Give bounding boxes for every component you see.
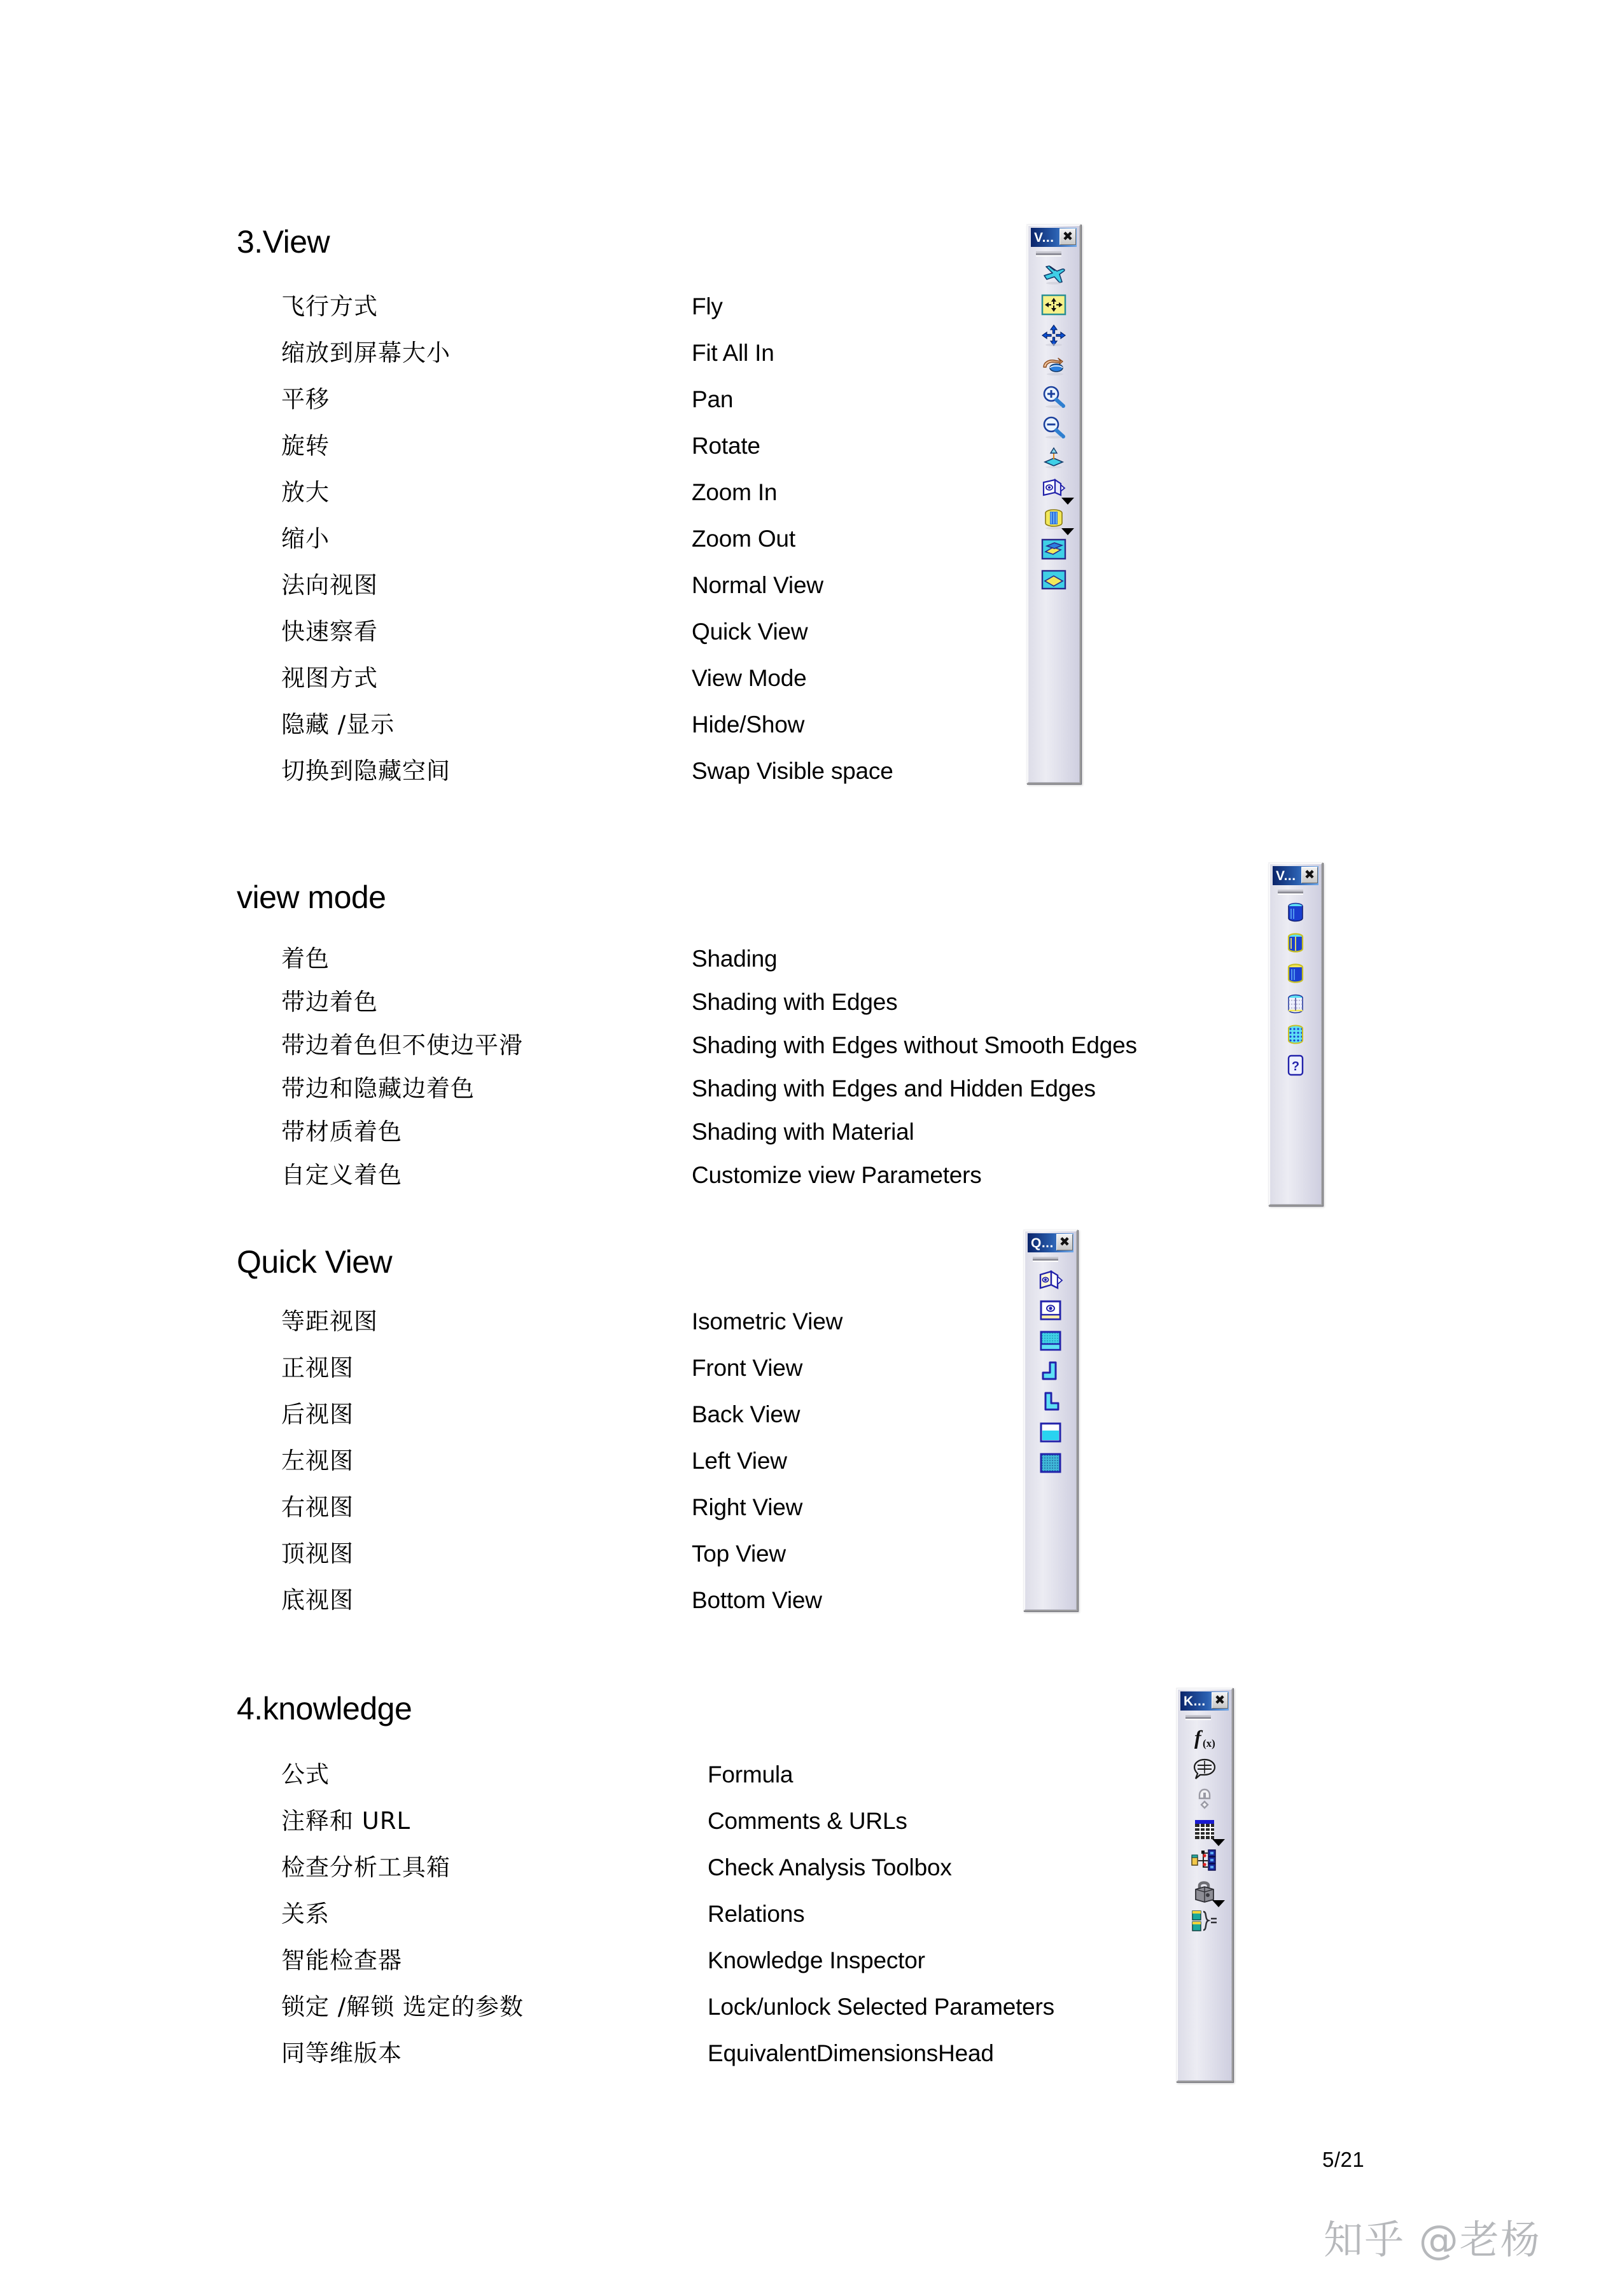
term-chinese: 公式 [281,1761,330,1788]
term-english: Shading with Edges [692,989,898,1015]
close-icon[interactable]: ✖ [1212,1692,1228,1709]
term-chinese: 缩放到屏幕大小 [281,339,451,367]
quick-view-icon[interactable] [1040,474,1068,502]
section-heading-quick-view: Quick View [237,1244,393,1280]
shading-with-hidden-edges-icon[interactable] [1282,990,1310,1018]
isometric-view-icon[interactable] [1037,1266,1065,1294]
toolbar-title: K... [1184,1693,1206,1709]
toolbar-title: V... [1276,868,1296,883]
term-chinese: 关系 [281,1900,330,1928]
term-chinese: 平移 [281,386,330,413]
toolbar-titlebar[interactable] [1180,1691,1229,1711]
term-english: Fit All In [692,340,774,366]
term-english: Zoom Out [692,526,795,552]
term-english: Comments & URLs [708,1808,907,1834]
shading-with-material-icon[interactable] [1282,1021,1310,1049]
term-chinese: 法向视图 [281,571,378,599]
toolbar-titlebar[interactable] [1273,866,1318,885]
term-chinese: 带边着色但不使边平滑 [281,1032,523,1059]
lock-unlock-parameters-icon[interactable] [1191,1877,1219,1905]
term-chinese: 智能检查器 [281,1947,402,1974]
left-view-icon[interactable] [1037,1357,1065,1385]
customize-view-parameters-icon[interactable] [1282,1051,1310,1079]
check-analysis-toolbox-icon[interactable] [1191,1785,1219,1813]
right-view-icon[interactable] [1037,1388,1065,1416]
swap-visible-space-icon[interactable] [1040,566,1068,594]
chevron-down-icon[interactable] [1212,1839,1225,1846]
term-chinese: 带材质着色 [281,1118,402,1145]
term-english: Back View [692,1401,801,1427]
term-english: Shading [692,946,778,972]
term-chinese: 隐藏 /显示 [281,711,395,738]
pan-icon[interactable] [1040,321,1068,349]
term-english: Shading with Edges and Hidden Edges [692,1075,1096,1102]
term-english: Swap Visible space [692,758,893,784]
term-english: Normal View [692,572,823,598]
toolbar-grip[interactable] [1033,1257,1058,1262]
knowledge-inspector-icon[interactable] [1191,1846,1219,1874]
term-chinese: 带边着色 [281,988,378,1016]
chevron-down-icon[interactable] [1061,528,1074,535]
back-view-icon[interactable] [1037,1327,1065,1355]
svg-text:?: ? [1291,1060,1300,1074]
term-chinese: 放大 [281,479,330,506]
bottom-view-icon[interactable] [1037,1449,1065,1477]
toolbar-titlebar[interactable] [1031,228,1077,247]
toolbar-grip[interactable] [1185,1715,1211,1720]
term-english: Lock/unlock Selected Parameters [708,1994,1054,2020]
term-chinese: 后视图 [281,1401,354,1428]
formula-icon[interactable] [1191,1724,1219,1752]
toolbar-titlebar[interactable] [1028,1233,1073,1252]
shading-with-edges-no-smooth-icon[interactable] [1282,960,1310,988]
relations-icon[interactable] [1191,1816,1219,1844]
zoom-out-icon[interactable] [1040,413,1068,441]
term-english: Right View [692,1494,803,1520]
term-chinese: 快速察看 [281,618,378,645]
term-chinese: 切换到隐藏空间 [281,757,451,785]
term-chinese: 锁定 /解锁 选定的参数 [281,1993,524,2020]
term-chinese: 左视图 [281,1447,354,1474]
term-chinese: 注释和 URL [281,1807,411,1835]
toolbar-grip[interactable] [1278,890,1303,895]
term-english: Relations [708,1901,805,1927]
watermark: 知乎 @老杨 [1324,2216,1541,2263]
zoom-in-icon[interactable] [1040,382,1068,410]
section-heading-view: 3.View [237,224,330,260]
equivalent-dimensions-icon[interactable] [1191,1907,1219,1935]
term-english: Front View [692,1355,803,1381]
term-english: Pan [692,386,734,412]
toolbar-grip[interactable] [1036,251,1061,256]
term-english: View Mode [692,665,807,691]
term-english: Rotate [692,433,760,459]
hide-show-icon[interactable] [1040,535,1068,563]
page-number: 5/21 [1322,2148,1365,2171]
view-mode-toolbar[interactable] [1268,862,1323,1206]
toolbar-title: Q... [1031,1235,1054,1250]
term-english: Customize view Parameters [692,1162,982,1188]
term-english: Fly [692,293,723,319]
rotate-icon[interactable] [1040,352,1068,380]
term-english: Zoom In [692,479,778,505]
view-toolbar[interactable] [1026,224,1081,784]
shading-with-edges-icon[interactable] [1282,929,1310,957]
term-chinese: 自定义着色 [281,1161,402,1189]
svg-text:f: f [1194,1726,1201,1749]
term-chinese: 带边和隐藏边着色 [281,1075,475,1102]
close-icon[interactable]: ✖ [1056,1234,1073,1250]
front-view-icon[interactable] [1037,1296,1065,1324]
term-chinese: 顶视图 [281,1540,354,1567]
fit-all-in-icon[interactable] [1040,291,1068,319]
toolbar-title: V... [1034,230,1054,245]
comments-urls-icon[interactable] [1191,1754,1219,1782]
term-chinese: 着色 [281,945,330,972]
term-english: Left View [692,1448,787,1474]
chevron-down-icon[interactable] [1212,1900,1225,1907]
svg-text:(x): (x) [1203,1737,1215,1749]
term-english: Hide/Show [692,711,805,738]
term-english: Shading with Edges without Smooth Edges [692,1032,1137,1058]
term-chinese: 等距视图 [281,1308,378,1335]
term-chinese: 旋转 [281,432,330,459]
term-chinese: 缩小 [281,525,330,552]
top-view-icon[interactable] [1037,1418,1065,1446]
term-english: Quick View [692,619,808,645]
term-english: EquivalentDimensionsHead [708,2040,994,2066]
shading-icon[interactable] [1282,899,1310,927]
section-heading-view-mode: view mode [237,879,386,915]
fly-icon[interactable] [1040,260,1068,288]
term-chinese: 视图方式 [281,664,378,692]
term-chinese: 飞行方式 [281,293,378,320]
term-chinese: 同等维版本 [281,2040,402,2067]
view-mode-icon[interactable] [1040,505,1068,533]
term-chinese: 正视图 [281,1354,354,1382]
term-english: Shading with Material [692,1119,914,1145]
section-heading-knowledge: 4.knowledge [237,1691,412,1726]
term-english: Isometric View [692,1308,843,1334]
term-english: Knowledge Inspector [708,1947,925,1973]
term-english: Check Analysis Toolbox [708,1854,952,1880]
normal-view-icon[interactable] [1040,444,1068,472]
knowledge-toolbar[interactable] [1176,1688,1233,2082]
term-english: Formula [708,1761,794,1788]
term-chinese: 右视图 [281,1494,354,1521]
chevron-down-icon[interactable] [1061,498,1074,505]
close-icon[interactable]: ✖ [1301,867,1318,883]
close-icon[interactable]: ✖ [1059,228,1076,245]
term-chinese: 检查分析工具箱 [281,1854,451,1881]
quick-view-toolbar[interactable] [1023,1229,1078,1611]
term-chinese: 底视图 [281,1586,354,1614]
term-english: Bottom View [692,1587,822,1613]
term-english: Top View [692,1541,786,1567]
